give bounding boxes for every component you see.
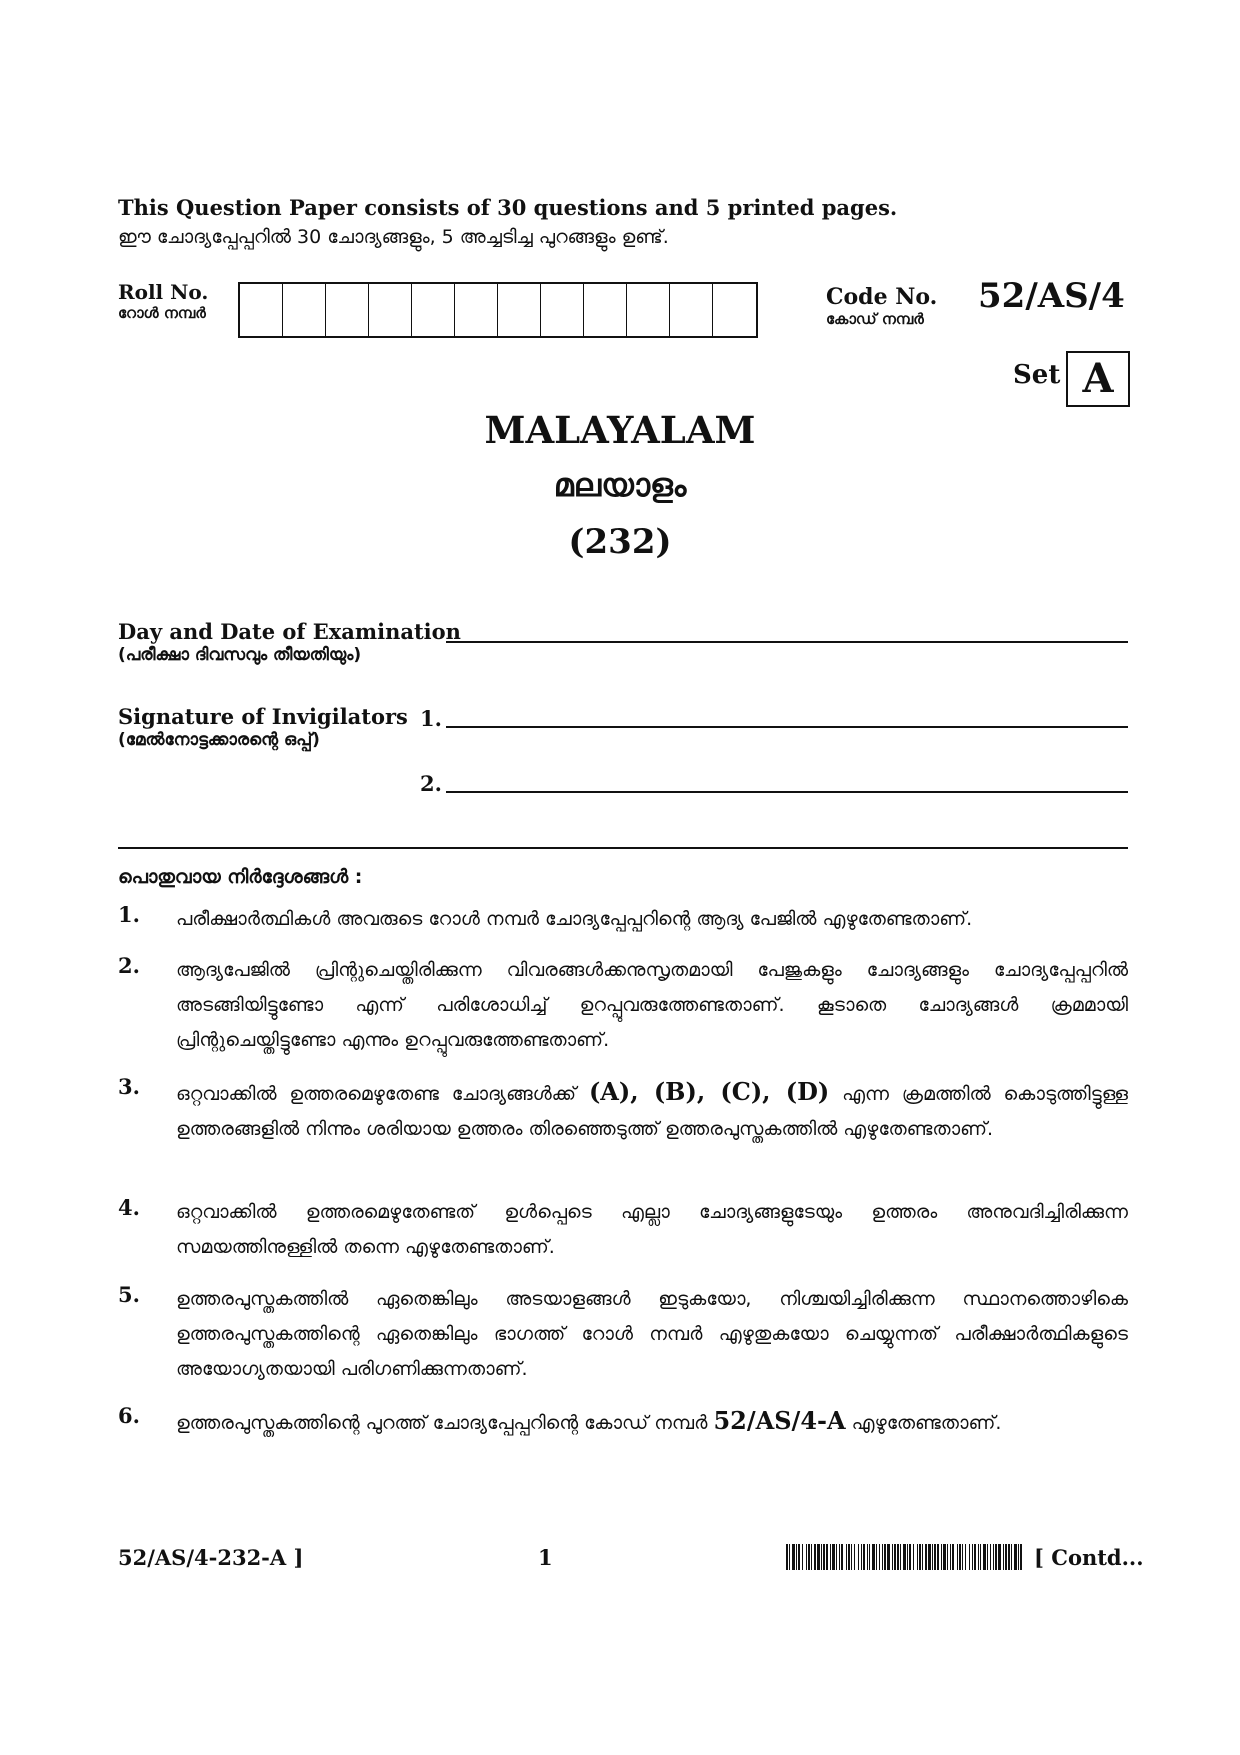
instruction-text: പരീക്ഷാർത്ഥികൾ അവരുടെ റോൾ നമ്പർ ചോദ്യപ്പേപ്പറിന്റെ ആദ്യ പേജിൽ എഴുതേണ്ടതാണ്. <box>176 908 973 930</box>
barcode-bar <box>1020 1544 1022 1570</box>
roll-no-box[interactable] <box>670 284 713 336</box>
exam-date-label <box>118 619 461 667</box>
instruction-number: 1. <box>118 902 140 927</box>
roll-no-box[interactable] <box>326 284 369 336</box>
roll-no-label-ml: റോൾ നമ്പർ <box>118 304 206 322</box>
instruction-number: 2. <box>118 953 140 978</box>
instruction-number: 3. <box>118 1074 140 1099</box>
roll-no-label-en: Roll No. <box>118 280 209 304</box>
exam-date-label-ml: (പരീക്ഷാ ദിവസവും തീയതിയും) <box>118 645 362 666</box>
signature-line-2[interactable] <box>446 791 1128 793</box>
subject-title-ml: മലയാളം <box>553 466 687 504</box>
barcode <box>786 1544 1024 1570</box>
instruction-item <box>118 902 1128 937</box>
signature-number-2: 2. <box>420 771 442 796</box>
answer-options: (A), (B), (C), (D) <box>588 1077 830 1106</box>
subject-title-en: MALAYALAM <box>484 408 756 452</box>
roll-no-label <box>118 280 208 322</box>
roll-no-boxes[interactable] <box>238 282 758 338</box>
signature-label <box>118 704 408 752</box>
subject-code: (232) <box>568 522 672 562</box>
set-value: A <box>1066 351 1130 407</box>
instruction-number: 6. <box>118 1403 140 1428</box>
roll-no-box[interactable] <box>541 284 584 336</box>
instruction-item <box>118 1074 1128 1147</box>
code-no-value: 52/AS/4 <box>978 276 1125 316</box>
instruction-item <box>118 953 1128 1058</box>
instruction-item <box>118 1403 1128 1441</box>
instruction-text <box>176 1074 1128 1147</box>
instruction-item <box>118 1195 1128 1265</box>
set-label: Set <box>1013 360 1061 390</box>
answer-code: 52/AS/4-A <box>713 1406 846 1435</box>
page-number: 1 <box>538 1545 553 1570</box>
section-divider <box>118 847 1128 849</box>
code-no-label <box>826 284 937 328</box>
roll-no-box[interactable] <box>713 284 756 336</box>
pages-info-english: This Question Paper consists of 30 questions and 5 printed pages. <box>118 195 898 220</box>
instruction-item <box>118 1282 1128 1387</box>
continued-label: [ Contd... <box>1034 1545 1144 1570</box>
signature-label-en: Signature of Invigilators <box>118 704 408 729</box>
roll-no-box[interactable] <box>283 284 326 336</box>
instructions-heading: പൊതുവായ നിർദ്ദേശങ്ങൾ : <box>118 866 363 888</box>
instruction-text-part: എന്ന ക്രമത്തിൽ കൊടുത്തിട്ടുള്ള ഉത്തരങ്ങളിൽ നിന്നും ശരിയായ ഉത്തരം തിരഞ്ഞെടുത്ത് ഉത്തരപുസ്തകത്തിൽ എഴുതേണ്ടതാണ്. <box>176 1083 1128 1140</box>
roll-no-box[interactable] <box>412 284 455 336</box>
instruction-number: 5. <box>118 1282 140 1307</box>
roll-no-box[interactable] <box>498 284 541 336</box>
signature-label-ml: (മേൽനോട്ടക്കാരന്റെ ഒപ്പ്) <box>118 730 320 751</box>
roll-no-box[interactable] <box>240 284 283 336</box>
instruction-text-part: ഒറ്റവാക്കിൽ ഉത്തരമെഴുതേണ്ട ചോദ്യങ്ങൾക്ക് <box>176 1083 577 1105</box>
code-no-label-ml: കോഡ് നമ്പർ <box>826 310 924 329</box>
roll-no-box[interactable] <box>627 284 670 336</box>
instruction-text <box>176 1403 1128 1441</box>
instruction-number: 4. <box>118 1195 140 1220</box>
instruction-text: ആദ്യപേജിൽ പ്രിന്റുചെയ്തിരിക്കുന്ന വിവരങ്ങൾക്കനുസൃതമായി പേജുകളും ചോദ്യങ്ങളും ചോദ്യപ്പേപ്പറിൽ അടങ്ങിയിട്ടുണ്ടോ എന്ന് പരിശോധിച്ച് ഉറപ്പുവരുത്തേണ്ടതാണ്. കൂടാതെ ചോദ്യങ്ങൾ ക്രമമായി പ്രിന്റുചെയ്തിട്ടുണ്ടോ എന്നും ഉറപ്പുവരുത്തേണ്ടതാണ്. <box>176 959 1128 1051</box>
instruction-text-part: ഉത്തരപുസ്തകത്തിന്റെ പുറത്ത് ചോദ്യപ്പേപ്പറിന്റെ കോഡ് നമ്പർ <box>176 1412 708 1434</box>
roll-no-box[interactable] <box>455 284 498 336</box>
roll-no-box[interactable] <box>369 284 412 336</box>
signature-number-1: 1. <box>420 706 442 731</box>
instruction-text: ഉത്തരപുസ്തകത്തിൽ ഏതെങ്കിലും അടയാളങ്ങൾ ഇടുകയോ, നിശ്ചയിച്ചിരിക്കുന്ന സ്ഥാനത്തൊഴികെ ഉത്തരപുസ്തകത്തിന്റെ ഏതെങ്കിലും ഭാഗത്ത് റോൾ നമ്പർ എഴുതുകയോ ചെയ്യുന്നത് പരീക്ഷാർത്ഥികളുടെ അയോഗ്യതയായി പരിഗണിക്കുന്നതാണ്. <box>176 1288 1128 1380</box>
pages-info-malayalam: ഈ ചോദ്യപ്പേപ്പറിൽ 30 ചോദ്യങ്ങളും, 5 അച്ചടിച്ച പുറങ്ങളും ഉണ്ട്. <box>118 226 669 248</box>
roll-no-box[interactable] <box>584 284 627 336</box>
instruction-text: ഒറ്റവാക്കിൽ ഉത്തരമെഴുതേണ്ടത് ഉൾപ്പെടെ എല്ലാ ചോദ്യങ്ങളുടേയും ഉത്തരം അനുവദിച്ചിരിക്കുന്ന സമയത്തിനുള്ളിൽ തന്നെ എഴുതേണ്ടതാണ്. <box>176 1201 1128 1258</box>
signature-line-1[interactable] <box>446 726 1128 728</box>
footer-paper-code: 52/AS/4-232-A ] <box>118 1545 304 1570</box>
code-no-label-en: Code No. <box>826 284 938 310</box>
exam-date-label-en: Day and Date of Examination <box>118 619 461 644</box>
instruction-text-part: എഴുതേണ്ടതാണ്. <box>851 1412 1002 1434</box>
exam-date-line[interactable] <box>446 641 1128 643</box>
